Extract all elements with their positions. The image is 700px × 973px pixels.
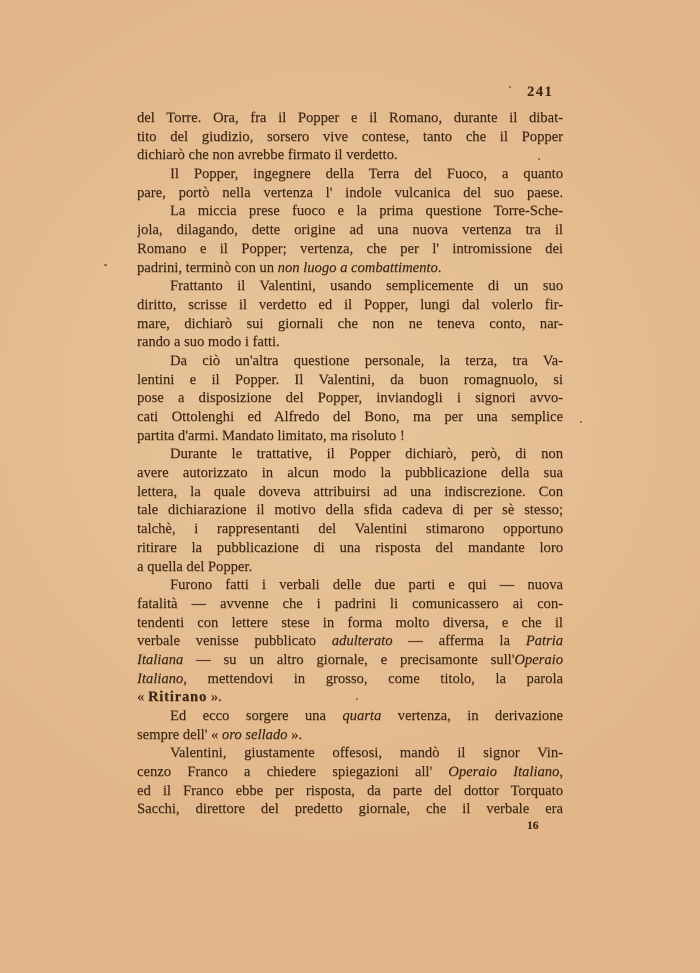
text-line <box>137 726 563 745</box>
text-line <box>137 539 563 558</box>
text-segment: Il Popper, ingegnere della Terra del Fuoco, a quanto <box>170 166 563 183</box>
text-line <box>137 165 563 184</box>
page-number: 241 <box>527 84 554 100</box>
text-segment: a quella del Popper. <box>137 558 253 575</box>
text-segment: Ed ecco sorgere una <box>170 708 343 724</box>
text-segment: pare, portò nella vertenza l' indole vulcanica del suo paese. <box>137 184 563 201</box>
text-segment: adulterato <box>331 633 393 650</box>
text-segment: tale dichiarazione il motivo della sfida cadeva di per sè stesso; <box>137 502 563 519</box>
text-line <box>137 670 563 689</box>
text-line <box>137 688 563 707</box>
text-segment: « <box>137 689 148 706</box>
text-line <box>137 202 563 221</box>
text-segment: cati Ottolenghi ed Alfredo del Bono, ma per una semplice <box>137 409 563 425</box>
text-line <box>137 595 563 614</box>
text-line <box>137 333 563 352</box>
text-line <box>137 558 563 577</box>
scan-speck <box>580 421 582 423</box>
text-segment: Patria <box>525 633 563 650</box>
text-segment: tendenti con lettere stese in forma molto diversa, e che il <box>137 614 563 631</box>
text-line <box>137 707 563 726</box>
scan-speck <box>356 698 358 700</box>
text-line <box>137 782 563 801</box>
text-segment: ed il Franco ebbe per risposta, da parte del dottor Torquato <box>137 782 563 799</box>
text-line <box>137 744 563 763</box>
text-segment: partita d'armi. Mandato limitato, ma risoluto ! <box>137 427 405 444</box>
text-segment: tito del giudizio, sorsero vive contese, tanto che il Popper <box>137 128 563 145</box>
text-line <box>137 763 563 782</box>
text-segment: Durante le trattative, il Popper dichiarò, però, di non <box>170 446 563 463</box>
text-line <box>137 389 563 408</box>
scan-speck <box>538 158 540 160</box>
text-segment: ». <box>207 689 222 706</box>
text-segment: oro sellado <box>221 726 288 743</box>
text-segment: — su un altro giornale, e precisamonte sull' <box>183 651 515 668</box>
text-segment: Sacchi, direttore del predetto giornale, che il verbale era <box>137 801 563 818</box>
text-segment: lentini e il Popper. Il Valentini, da buon romagnuolo, si <box>137 371 563 388</box>
text-line <box>137 501 563 520</box>
text-segment: verbale venisse pubblicato <box>137 633 332 650</box>
text-line <box>137 184 563 203</box>
text-line <box>137 315 563 334</box>
text-segment: lettera, la quale doveva attribuirsi ad una indiscrezione. Con <box>137 483 563 500</box>
text-line <box>137 259 563 278</box>
text-line <box>137 483 563 502</box>
text-line <box>137 800 563 819</box>
text-segment: del Torre. Ora, fra il Popper e il Romano, durante il dibat- <box>137 110 563 126</box>
text-line <box>137 614 563 633</box>
text-line <box>137 240 563 259</box>
text-segment: . <box>437 259 442 276</box>
text-segment: Da ciò un'altra questione personale, la terza, tra Va- <box>170 352 563 369</box>
text-segment: non luogo a combattimento <box>277 259 438 276</box>
text-segment: mare, dichiarò sui giornali che non ne teneva conto, nar- <box>137 315 563 332</box>
text-segment: cenzo Franco a chiedere spiegazioni all' <box>137 764 449 781</box>
text-segment: ritirare la pubblicazione di una risposta del mandante loro <box>137 539 563 556</box>
text-segment: Frattanto il Valentini, usando semplicemente di un suo <box>170 278 563 295</box>
text-segment: sempre dell' « <box>137 726 222 743</box>
text-line <box>137 296 563 315</box>
text-segment: Operaio Italiano <box>448 764 560 781</box>
text-line <box>137 146 563 165</box>
text-segment: Romano e il Popper; vertenza, che per l' intromissione dei <box>137 240 563 257</box>
scan-speck <box>509 86 511 88</box>
text-line <box>137 371 563 390</box>
text-line <box>137 221 563 240</box>
text-block <box>137 109 563 819</box>
text-segment: Furono fatti i verbali delle due parti e qui — nuova <box>170 577 563 594</box>
text-segment: talchè, i rappresentanti del Valentini stimarono opportuno <box>137 521 563 538</box>
text-line <box>137 576 563 595</box>
scan-speck <box>104 264 107 266</box>
text-line <box>137 632 563 651</box>
text-segment: fatalità — avvenne che i padrini li comunicassero ai con- <box>137 595 563 612</box>
text-segment: padrini, terminò con un <box>137 259 278 276</box>
text-line <box>137 277 563 296</box>
text-line <box>137 464 563 483</box>
text-segment: ». <box>287 726 303 743</box>
text-line <box>137 427 563 446</box>
text-segment: , mettendovi in grosso, come titolo, la parola <box>183 670 563 687</box>
text-line <box>137 352 563 371</box>
text-segment: avere autorizzato in alcun modo la pubblicazione della sua <box>137 465 563 482</box>
text-line <box>137 408 563 427</box>
text-line <box>137 109 563 128</box>
text-line <box>137 651 563 670</box>
text-segment: rando a suo modo i fatti. <box>137 334 280 351</box>
text-segment: quarta <box>342 708 382 724</box>
text-segment: jola, dilagando, dette origine ad una nuova vertenza tra il <box>137 222 563 239</box>
text-segment: Operaio <box>514 651 563 668</box>
text-segment: Italiana <box>137 651 184 668</box>
text-segment: Italiano <box>137 670 184 687</box>
text-segment: pose a disposizione del Popper, inviandogli i signori avvo- <box>137 390 563 407</box>
text-segment: Ritirano <box>147 689 208 706</box>
text-line <box>137 128 563 147</box>
text-segment: vertenza, in derivazione <box>381 708 563 724</box>
text-segment: diritto, scrisse il verdetto ed il Popper, lungi dal volerlo fir- <box>137 296 563 313</box>
text-line <box>137 520 563 539</box>
signature-mark: 16 <box>527 820 539 832</box>
text-segment: dichiarò che non avrebbe firmato il verdetto. <box>137 147 398 164</box>
text-segment: , <box>559 764 563 781</box>
text-segment: Valentini, giustamente offesosi, mandò il signor Vin- <box>170 745 563 762</box>
text-segment: — afferma la <box>392 633 526 650</box>
text-segment: La miccia prese fuoco e la prima questione Torre-Sche- <box>170 203 563 220</box>
text-line <box>137 445 563 464</box>
